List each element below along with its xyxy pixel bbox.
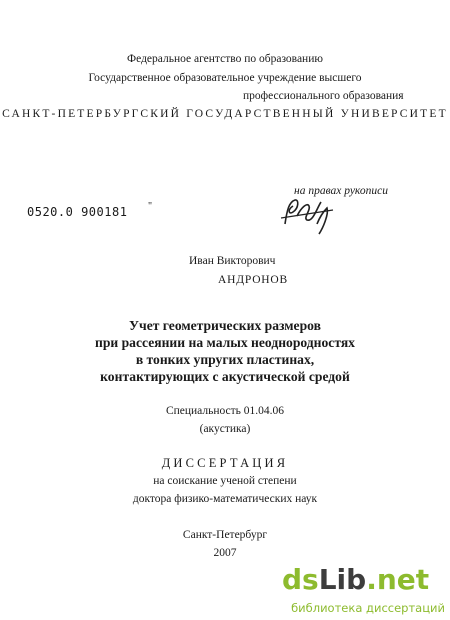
watermark-lib: Lib [318,563,367,596]
title-line-3: в тонких упругих пластинах, [135,352,315,367]
watermark-net: .net [366,563,430,596]
title-line-2: при рассеянии на малых неоднородностях [95,335,355,350]
specialty-line: Специальность 01.04.06 [165,405,285,417]
handwritten-signature-icon [277,194,337,236]
title-line-1: Учет геометрических размеров [129,318,321,333]
watermark-subtitle: библиотека диссертаций [291,601,445,615]
institution-line-2: профессионального образования [243,90,404,102]
specialty-name: (акустика) [199,423,251,435]
manuscript-note: на правах рукописи [294,185,388,197]
author-surname: АНДРОНОВ [218,274,288,286]
degree-name: доктора физико-математических наук [132,493,318,505]
watermark-logo [282,563,430,596]
watermark-ds: ds [282,563,319,596]
archive-code-tick: " [148,201,153,212]
place: Санкт-Петербург [182,529,268,541]
year: 2007 [213,547,237,559]
university-name: САНКТ-ПЕТЕРБУРГСКИЙ ГОСУДАРСТВЕННЫЙ УНИВЕРСИТЕТ [2,108,448,120]
institution-line-1: Государственное образовательное учреждение высшего [88,72,362,84]
archive-code: 0520.0 900181 [27,205,128,219]
degree-purpose: на соискание ученой степени [153,475,297,487]
document-type: ДИССЕРТАЦИЯ [161,456,289,470]
author-given-names: Иван Викторович [189,255,276,267]
title-line-4: контактирующих с акустической средой [100,369,350,384]
dslib-watermark [282,563,447,618]
agency-name: Федеральное агентство по образованию [127,53,323,65]
